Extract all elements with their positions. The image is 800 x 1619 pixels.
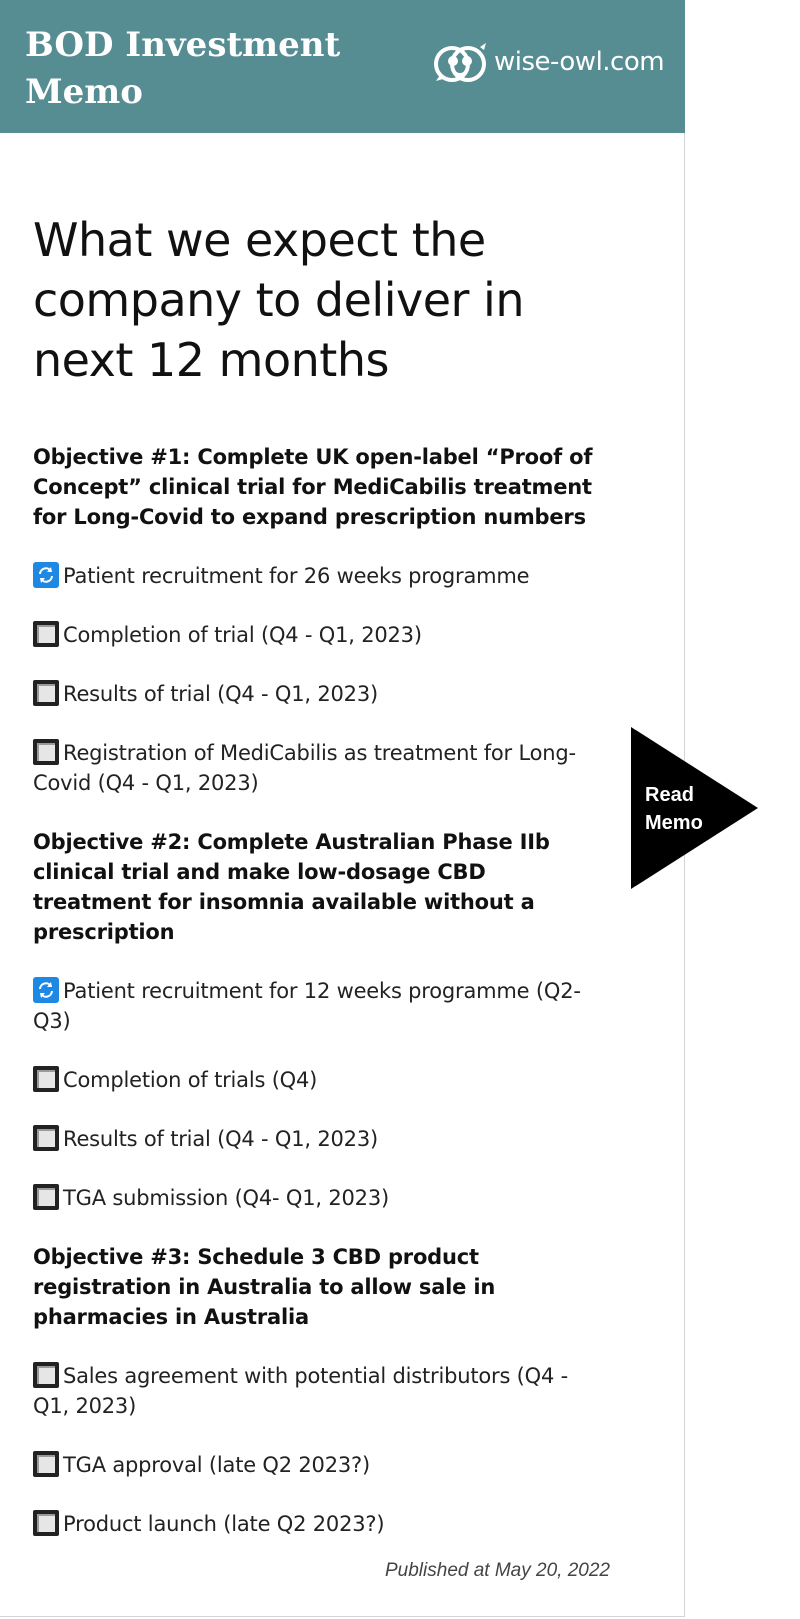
checkbox-icon — [33, 680, 59, 706]
owl-logo-icon — [432, 39, 492, 85]
milestone-text: Product launch (late Q2 2023?) — [63, 1512, 385, 1536]
milestone-text: Registration of MediCabilis as treatment for Long-Covid (Q4 - Q1, 2023) — [33, 741, 576, 795]
checkbox-icon — [33, 1510, 59, 1536]
milestone-item — [33, 1124, 608, 1154]
milestone-item — [33, 1361, 608, 1421]
milestone-item — [33, 1450, 608, 1480]
checkbox-icon — [33, 621, 59, 647]
objective-heading: Objective #2: Complete Australian Phase IIb clinical trial and make low-dosage CBD treatment for insomnia available without a prescription — [33, 830, 550, 944]
milestone-text: TGA submission (Q4- Q1, 2023) — [63, 1186, 389, 1210]
in-progress-icon — [33, 562, 59, 588]
read-memo-button[interactable] — [631, 727, 758, 889]
checkbox-icon — [33, 1125, 59, 1151]
memo-content — [33, 210, 608, 1568]
milestone-item — [33, 738, 608, 798]
milestone-text: Patient recruitment for 26 weeks programme — [63, 564, 530, 588]
published-date: Published at May 20, 2022 — [385, 1560, 610, 1581]
milestone-item — [33, 1509, 608, 1539]
page-title: What we expect the company to deliver in next 12 months — [33, 213, 524, 387]
milestone-item — [33, 1065, 608, 1095]
site-logo[interactable] — [432, 39, 664, 85]
milestone-item — [33, 679, 608, 709]
milestone-text: Completion of trial (Q4 - Q1, 2023) — [63, 623, 422, 647]
objective-heading: Objective #1: Complete UK open-label “Proof of Concept” clinical trial for MediCabilis treatment for Long-Covid to expand prescription numbers — [33, 445, 593, 529]
milestone-item — [33, 561, 608, 591]
milestone-text: Results of trial (Q4 - Q1, 2023) — [63, 1127, 378, 1151]
milestone-text: TGA approval (late Q2 2023?) — [63, 1453, 370, 1477]
header-title: BOD Investment Memo — [25, 25, 341, 112]
read-memo-label: Read Memo — [645, 784, 703, 834]
milestone-text: Completion of trials (Q4) — [63, 1068, 318, 1092]
checkbox-icon — [33, 739, 59, 765]
objectives-list — [33, 442, 608, 1539]
milestone-item — [33, 976, 608, 1036]
checkbox-icon — [33, 1362, 59, 1388]
milestone-text: Sales agreement with potential distributors (Q4 - Q1, 2023) — [33, 1364, 569, 1418]
checkbox-icon — [33, 1066, 59, 1092]
milestone-text: Results of trial (Q4 - Q1, 2023) — [63, 682, 378, 706]
milestone-item — [33, 620, 608, 650]
in-progress-icon — [33, 977, 59, 1003]
logo-text: wise-owl.com — [494, 47, 665, 77]
checkbox-icon — [33, 1184, 59, 1210]
header-bar — [0, 0, 685, 133]
objective-heading: Objective #3: Schedule 3 CBD product registration in Australia to allow sale in pharmacies in Australia — [33, 1245, 496, 1329]
milestone-text: Patient recruitment for 12 weeks programme (Q2-Q3) — [33, 979, 581, 1033]
checkbox-icon — [33, 1451, 59, 1477]
milestone-item — [33, 1183, 608, 1213]
